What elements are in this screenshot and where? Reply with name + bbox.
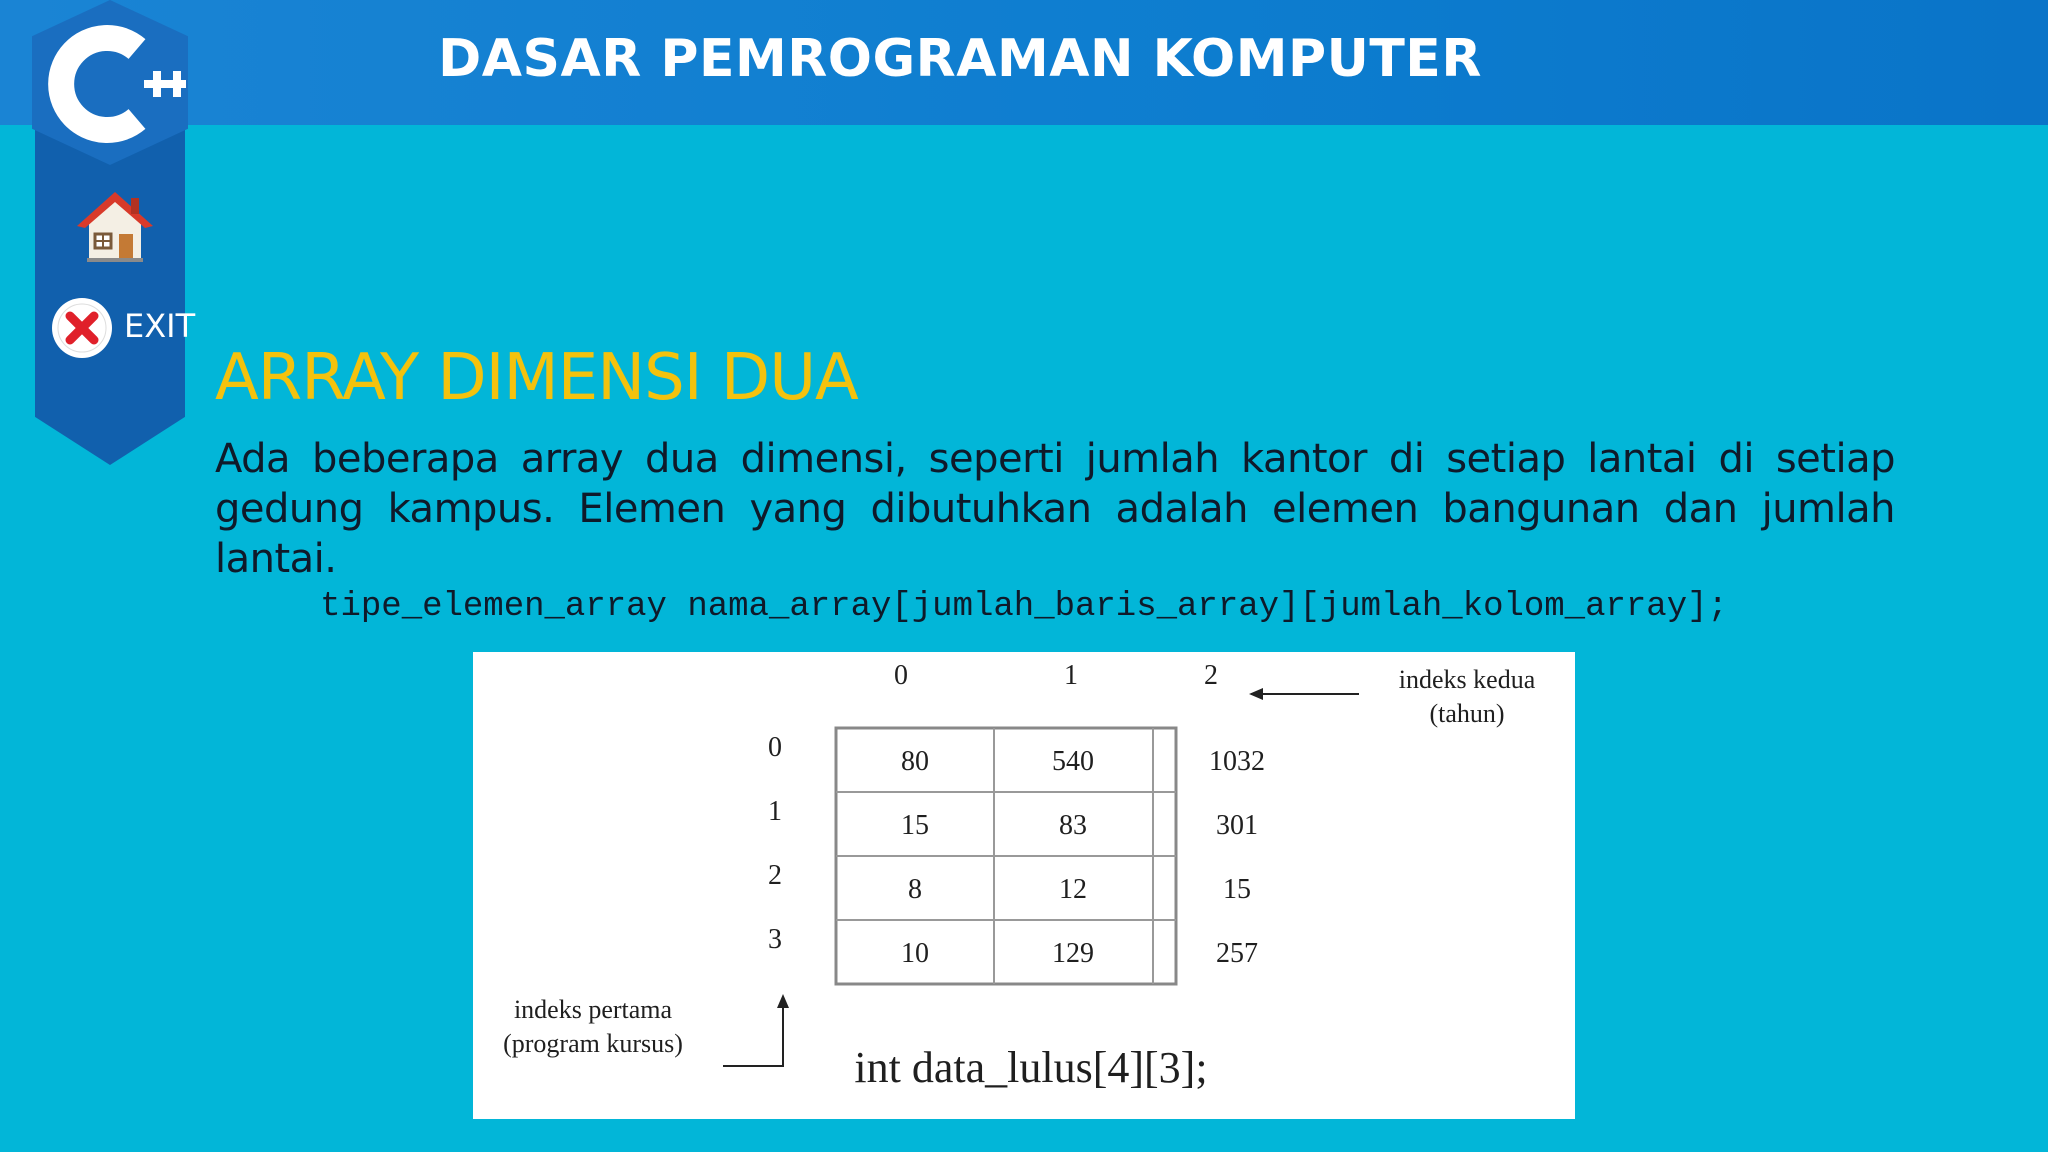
array-diagram-svg xyxy=(473,652,1575,1119)
second-index-arrow-head xyxy=(1249,688,1263,700)
close-icon[interactable] xyxy=(50,296,114,360)
array-table xyxy=(836,728,1176,984)
header-title: DASAR PEMROGRAMAN KOMPUTER xyxy=(438,29,1482,89)
table-cell: 80 xyxy=(901,746,929,777)
table-cell: 301 xyxy=(1216,810,1258,841)
header-bar xyxy=(0,0,2048,125)
second-index-label: indeks kedua xyxy=(1398,665,1536,694)
first-index-arrow xyxy=(723,1000,783,1066)
first-index-sublabel: (program kursus) xyxy=(503,1029,683,1058)
home-icon[interactable] xyxy=(75,190,155,265)
slide-body-text: Ada beberapa array dua dimensi, seperti jumlah kantor di setiap lantai di setiap gedung kampus. Elemen yang dibutuhkan adalah elemen bangunan dan jumlah lantai. xyxy=(215,436,1895,582)
slide-title: ARRAY DIMENSI DUA xyxy=(215,341,858,415)
table-cell: 83 xyxy=(1059,810,1087,841)
exit-button-label[interactable]: EXIT xyxy=(124,307,196,345)
table-cell: 8 xyxy=(908,874,922,905)
row-index-3: 3 xyxy=(768,924,782,955)
table-cell: 1032 xyxy=(1209,746,1265,777)
second-index-sublabel: (tahun) xyxy=(1429,699,1505,728)
cplusplus-logo-icon xyxy=(40,14,190,154)
row-index-0: 0 xyxy=(768,732,782,763)
table-cell: 12 xyxy=(1059,874,1087,905)
row-index-2: 2 xyxy=(768,860,782,891)
col-index-2: 2 xyxy=(1204,660,1218,691)
table-cell: 15 xyxy=(901,810,929,841)
array-diagram xyxy=(473,652,1575,1119)
table-cell: 10 xyxy=(901,938,929,969)
row-index-1: 1 xyxy=(768,796,782,827)
declaration-text: int data_lulus[4][3]; xyxy=(854,1043,1208,1092)
table-cell: 15 xyxy=(1223,874,1251,905)
col-index-0: 0 xyxy=(894,660,908,691)
col-index-1: 1 xyxy=(1064,660,1078,691)
table-cell: 540 xyxy=(1052,746,1094,777)
table-cell: 129 xyxy=(1052,938,1094,969)
first-index-arrow-head xyxy=(777,994,789,1008)
table-cell: 257 xyxy=(1216,938,1258,969)
first-index-label: indeks pertama xyxy=(513,995,673,1024)
syntax-declaration: tipe_elemen_array nama_array[jumlah_baris_array][jumlah_kolom_array]; xyxy=(320,588,1728,626)
